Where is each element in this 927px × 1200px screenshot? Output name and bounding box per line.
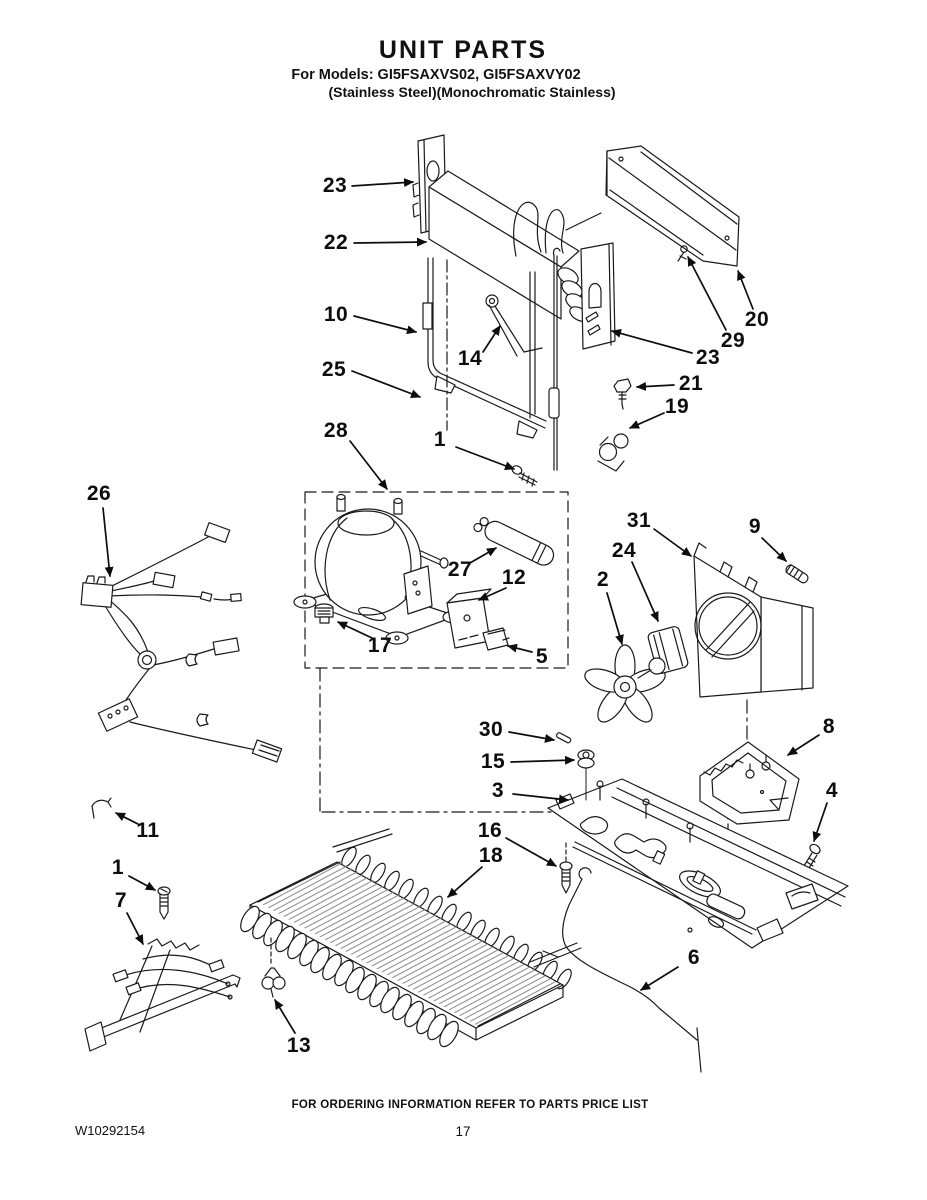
callout-10: 10: [323, 303, 349, 326]
callout-23: 23: [322, 174, 348, 197]
finish-line: (Stainless Steel)(Monochromatic Stainless): [328, 84, 616, 100]
callout-4: 4: [825, 779, 839, 802]
callout-1: 1: [111, 856, 125, 879]
page-number: 17: [455, 1124, 471, 1139]
callout-26: 26: [86, 482, 112, 505]
footer-note: FOR ORDERING INFORMATION REFER TO PARTS PRICE LIST: [291, 1099, 649, 1111]
callout-16: 16: [477, 819, 503, 842]
callout-21: 21: [678, 372, 704, 395]
callout-20: 20: [744, 308, 770, 331]
callout-27: 27: [447, 558, 473, 581]
callout-8: 8: [822, 715, 836, 738]
callout-18: 18: [478, 844, 504, 867]
callout-19: 19: [664, 395, 690, 418]
callout-11: 11: [136, 819, 160, 842]
callout-14: 14: [457, 347, 483, 370]
callout-6: 6: [687, 946, 701, 969]
callout-22: 22: [323, 231, 349, 254]
callout-7: 7: [114, 889, 128, 912]
callout-17: 17: [367, 634, 393, 657]
callout-5: 5: [535, 645, 549, 668]
callout-28: 28: [323, 419, 349, 442]
callout-12: 12: [501, 566, 527, 589]
callout-3: 3: [491, 779, 505, 802]
callout-25: 25: [321, 358, 347, 381]
callout-13: 13: [286, 1034, 312, 1057]
callout-23: 23: [695, 346, 721, 369]
models-line: For Models: GI5FSAXVS02, GI5FSAXVY02: [291, 67, 581, 83]
callout-2: 2: [596, 568, 610, 591]
callout-24: 24: [611, 539, 637, 562]
callout-31: 31: [626, 509, 652, 532]
callout-9: 9: [748, 515, 762, 538]
callout-1: 1: [433, 428, 447, 451]
callout-30: 30: [478, 718, 504, 741]
callout-15: 15: [480, 750, 506, 773]
callout-29: 29: [720, 329, 746, 352]
page-title: UNIT PARTS: [378, 36, 548, 64]
document-number: W10292154: [75, 1123, 146, 1138]
